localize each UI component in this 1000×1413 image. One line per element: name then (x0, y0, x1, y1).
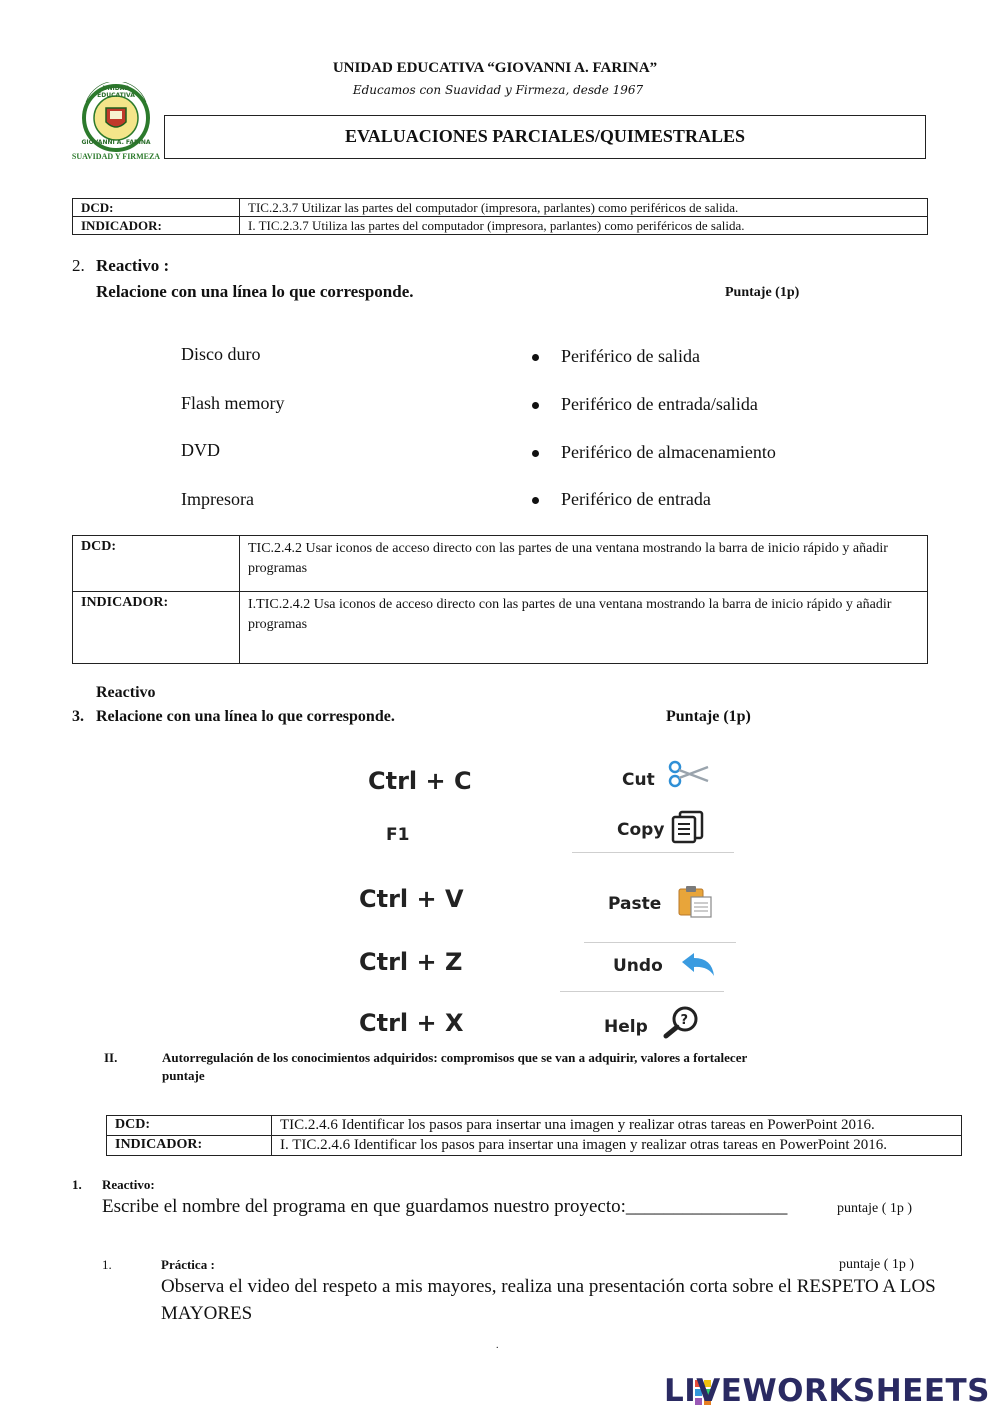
table-row (73, 592, 928, 664)
match-left-item[interactable]: Disco duro (181, 344, 261, 364)
command-label[interactable]: Undo (613, 956, 663, 976)
school-motto: Educamos con Suavidad y Firmeza, desde 1967 (352, 83, 644, 97)
question-5-number: 1. (102, 1257, 112, 1272)
logo-arc-text-bottom: GIOVANNI A. FARINA (81, 139, 151, 146)
question-4-number: 1. (72, 1177, 82, 1192)
table-row (107, 1116, 962, 1136)
undo-icon (678, 950, 718, 985)
dcd-label: DCD: (73, 536, 240, 592)
command-divider (584, 942, 736, 943)
command-label[interactable]: Copy (617, 820, 665, 840)
scissors-icon (666, 759, 710, 794)
indicator-text: I. TIC.2.4.6 Identificar los pasos para insertar una imagen y realizar otras tareas en PowerPoint 2016. (272, 1136, 962, 1156)
footer-dot: . (496, 1340, 499, 1351)
shortcut-label[interactable]: Ctrl + Z (359, 948, 463, 976)
help-icon (660, 1005, 702, 1044)
dcd-table-3 (106, 1115, 962, 1156)
question-2-title: Reactivo : (96, 256, 170, 275)
match-right-item[interactable]: Periférico de entrada/salida (561, 394, 758, 414)
question-2-score: Puntaje (1p) (725, 285, 800, 300)
shortcut-label[interactable]: Ctrl + V (359, 885, 464, 913)
dcd-label: DCD: (107, 1116, 272, 1136)
dcd-text: TIC.2.4.2 Usar iconos de acceso directo con las partes de una ventana mostrando la barra de inicio rápido y añadir programas (240, 536, 928, 592)
match-left-item[interactable]: Flash memory (181, 393, 285, 413)
question-2-number: 2. (72, 256, 85, 275)
question-4-prompt[interactable]: Escribe el nombre del programa en que guardamos nuestro proyecto:_________________ (102, 1196, 788, 1217)
paste-icon (676, 883, 716, 924)
question-3-score: Puntaje (1p) (666, 708, 751, 725)
command-divider (572, 852, 734, 853)
logo-arc-text: UNIDAD EDUCATIVA (97, 85, 135, 99)
table-row (73, 536, 928, 592)
question-5-text: Observa el video del respeto a mis mayores, realiza una presentación corta sobre el RESPETO A LOS MAYORES (161, 1276, 936, 1324)
indicator-text: I.TIC.2.4.2 Usa iconos de acceso directo con las partes de una ventana mostrando la barra de inicio rápido y añadir programas (240, 592, 928, 664)
logo-caption: SUAVIDAD Y FIRMEZA (71, 152, 161, 161)
school-logo (70, 82, 162, 164)
section-2-text-2: puntaje (162, 1068, 205, 1083)
svg-text:?: ? (680, 1013, 689, 1028)
question-3-pre: Reactivo (96, 684, 156, 701)
command-divider (560, 991, 724, 992)
question-5-title: Práctica : (161, 1257, 215, 1272)
indicator-text: I. TIC.2.3.7 Utiliza las partes del computador (impresora, parlantes) como periféricos de salida. (240, 217, 928, 235)
liveworksheets-brand[interactable]: LIVEWORKSHEETS (664, 1373, 990, 1409)
bullet-icon (532, 402, 539, 409)
question-4-title: Reactivo: (102, 1177, 155, 1192)
indicator-label: INDICADOR: (73, 592, 240, 664)
question-2-instruction: Relacione con una línea lo que corresponde. (96, 282, 414, 301)
banner-text: EVALUACIONES PARCIALES/QUIMESTRALES (345, 126, 745, 146)
section-2-number: II. (104, 1050, 118, 1065)
question-3-number: 3. (72, 708, 84, 725)
table-row (73, 199, 928, 217)
question-3-instruction: Relacione con una línea lo que corresponde. (96, 708, 395, 725)
evaluation-banner (164, 115, 926, 159)
dcd-text: TIC.2.4.6 Identificar los pasos para insertar una imagen y realizar otras tareas en PowerPoint 2016. (272, 1116, 962, 1136)
command-label[interactable]: Cut (622, 770, 655, 790)
question-4-score: puntaje ( 1p ) (837, 1201, 913, 1216)
bullet-icon (532, 354, 539, 361)
dcd-table-1 (72, 198, 928, 235)
dcd-text: TIC.2.3.7 Utilizar las partes del computador (impresora, parlantes) como periféricos de salida. (240, 199, 928, 217)
command-label[interactable]: Paste (608, 894, 662, 914)
table-row (107, 1136, 962, 1156)
shortcut-label[interactable]: Ctrl + C (368, 767, 472, 795)
indicator-label: INDICADOR: (73, 217, 240, 235)
match-right-item[interactable]: Periférico de salida (561, 346, 700, 366)
dcd-table-2 (72, 535, 928, 664)
bullet-icon (532, 497, 539, 504)
table-row (73, 217, 928, 235)
question-5-score: puntaje ( 1p ) (839, 1257, 915, 1272)
school-name: UNIDAD EDUCATIVA “GIOVANNI A. FARINA” (332, 60, 658, 76)
match-left-item[interactable]: DVD (181, 440, 220, 460)
command-label[interactable]: Help (604, 1017, 648, 1037)
section-2-text: Autorregulación de los conocimientos adquiridos: compromisos que se van a adquirir, valores a fortalecer (162, 1050, 748, 1065)
match-left-item[interactable]: Impresora (181, 489, 254, 509)
dcd-label: DCD: (73, 199, 240, 217)
copy-icon (670, 810, 706, 849)
shortcut-label[interactable]: F1 (386, 825, 410, 845)
match-right-item[interactable]: Periférico de entrada (561, 489, 711, 509)
bullet-icon (532, 450, 539, 457)
indicator-label: INDICADOR: (107, 1136, 272, 1156)
shortcut-label[interactable]: Ctrl + X (359, 1009, 464, 1037)
match-right-item[interactable]: Periférico de almacenamiento (561, 442, 776, 462)
